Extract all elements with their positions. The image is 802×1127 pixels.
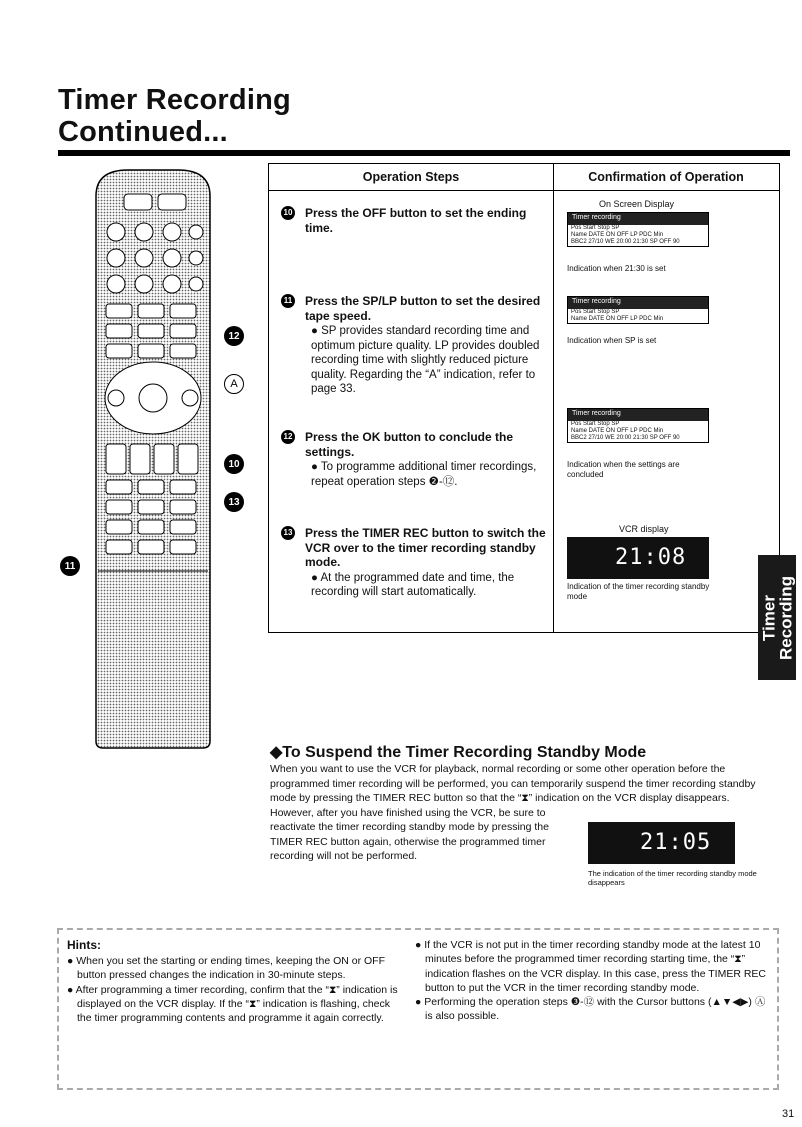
osd-header2: Name DATE ON OFF LP PDC Min [571, 316, 664, 322]
step-12 [281, 430, 547, 489]
hints-right-column [415, 938, 767, 1024]
page-title-line1: Timer Recording [58, 84, 291, 116]
vcr-display [567, 537, 709, 579]
vcr-digits: 21:05 [640, 830, 712, 855]
suspend-heading: ◆To Suspend the Timer Recording Standby Mode [270, 744, 647, 761]
hints-box [57, 928, 779, 1090]
side-tab-label: Timer Recording [759, 575, 796, 661]
osd-bar: Timer recording [568, 213, 708, 225]
osd-label: On Screen Display [599, 199, 675, 209]
indication-2: Indication when SP is set [567, 336, 657, 345]
osd-header1: Pos Start Stop SP [571, 225, 620, 231]
hints-left-column [67, 954, 401, 1025]
callout-step-11: 11 [60, 556, 80, 576]
step-number: 10 [281, 206, 295, 220]
osd-screen-1 [567, 212, 709, 247]
step-body: ● At the programmed date and time, the recording will start automatically. [311, 571, 515, 598]
osd-row: BBC2 27/10 WE 20:00 21:30 SP OFF 90 [571, 435, 680, 441]
section-side-tab [758, 555, 796, 680]
column-header-confirmation: Confirmation of Operation [588, 170, 744, 184]
osd-header1: Pos Start Stop SP [571, 309, 620, 315]
step-number: 12 [281, 430, 295, 444]
hint-item: ● When you set the starting or ending times, keeping the ON or OFF button pressed changes the indication in 30-minute steps. [67, 955, 385, 982]
page-title-line2: Continued... [58, 116, 228, 148]
hints-title: Hints: [67, 938, 101, 952]
osd-row: BBC2 27/10 WE 20:00 21:30 SP OFF 90 [571, 239, 680, 245]
suspend-paragraph-2: However, after you have finished using the VCR, be sure to reactivate the timer recording standby mode by pressing the TIMER REC button again, otherwise the programmed timer recording will not be performed. [270, 806, 549, 862]
osd-header2: Name DATE ON OFF LP PDC Min [571, 232, 664, 238]
step-body: ● SP provides standard recording time and optimum picture quality. LP provides doubled recording time with slightly reduced picture quality. Regarding the “A” indication, refer to page 33. [311, 325, 540, 395]
osd-screen-2 [567, 296, 709, 324]
title-rule [58, 150, 790, 156]
column-header-operation-steps: Operation Steps [362, 170, 460, 184]
page-number: 31 [782, 1108, 795, 1120]
callout-a: A [224, 374, 244, 394]
hint-item: ● After programming a timer recording, confirm that the “⧗” indication is displayed on the VCR display. If the “⧗” indication is flashing, check the timer programming contents and programme it again correctly. [67, 983, 398, 1025]
step-10 [281, 206, 547, 235]
osd-bar: Timer recording [568, 297, 708, 309]
remote-control-illustration [64, 166, 240, 751]
vcr-display-label: VCR display [619, 524, 669, 534]
vcr-display-suspended [588, 822, 735, 864]
step-11 [281, 294, 547, 397]
indication-4: Indication of the timer recording standby mode [567, 582, 710, 601]
step-number: 13 [281, 526, 295, 540]
osd-screen-3 [567, 408, 709, 443]
osd-header1: Pos Start Stop SP [571, 421, 620, 427]
column-divider [553, 164, 554, 632]
indication-1: Indication when 21:30 is set [567, 264, 666, 273]
step-13 [281, 526, 547, 600]
step-title: Press the TIMER REC button to switch the VCR over to the timer recording standby mode. [305, 526, 546, 569]
callout-step-13: 13 [224, 492, 244, 512]
step-title: Press the SP/LP button to set the desired tape speed. [305, 294, 541, 323]
step-title: Press the OK button to conclude the settings. [305, 430, 514, 459]
hint-item: ● Performing the operation steps ❸-⑫ with the Cursor buttons (▲▼◀▶) Ⓐ is also possible. [415, 996, 766, 1023]
osd-bar: Timer recording [568, 409, 708, 421]
callout-step-10: 10 [224, 454, 244, 474]
indication-3: Indication when the settings are concluded [567, 460, 680, 479]
callout-step-12: 12 [224, 326, 244, 346]
operation-table [268, 163, 780, 633]
osd-header2: Name DATE ON OFF LP PDC Min [571, 428, 664, 434]
remote-control-icon [88, 166, 218, 751]
hint-item: ● If the VCR is not put in the timer recording standby mode at the latest 10 minutes before the programmed timer recording starting time, the “⧗” indication flashes on the VCR display. In this case, press the TIMER REC button to put the VCR in the timer recording standby mode. [415, 939, 767, 994]
suspend-caption: The indication of the timer recording standby mode disappears [588, 869, 757, 887]
step-number: 11 [281, 294, 295, 308]
vcr-digits: 21:08 [615, 545, 687, 570]
table-header [269, 164, 779, 191]
step-body: ● To programme additional timer recordings, repeat operation steps ❷-⑫. [311, 461, 537, 488]
step-title: Press the OFF button to set the ending time. [305, 206, 527, 235]
suspend-paragraph-1: When you want to use the VCR for playback, normal recording or some other operation before the programmed timer recording will be performed, you can temporarily suspend the timer recording standby mode by pressing the TIMER REC button so that the “⧗” indication on the VCR display disappears. [270, 763, 756, 804]
